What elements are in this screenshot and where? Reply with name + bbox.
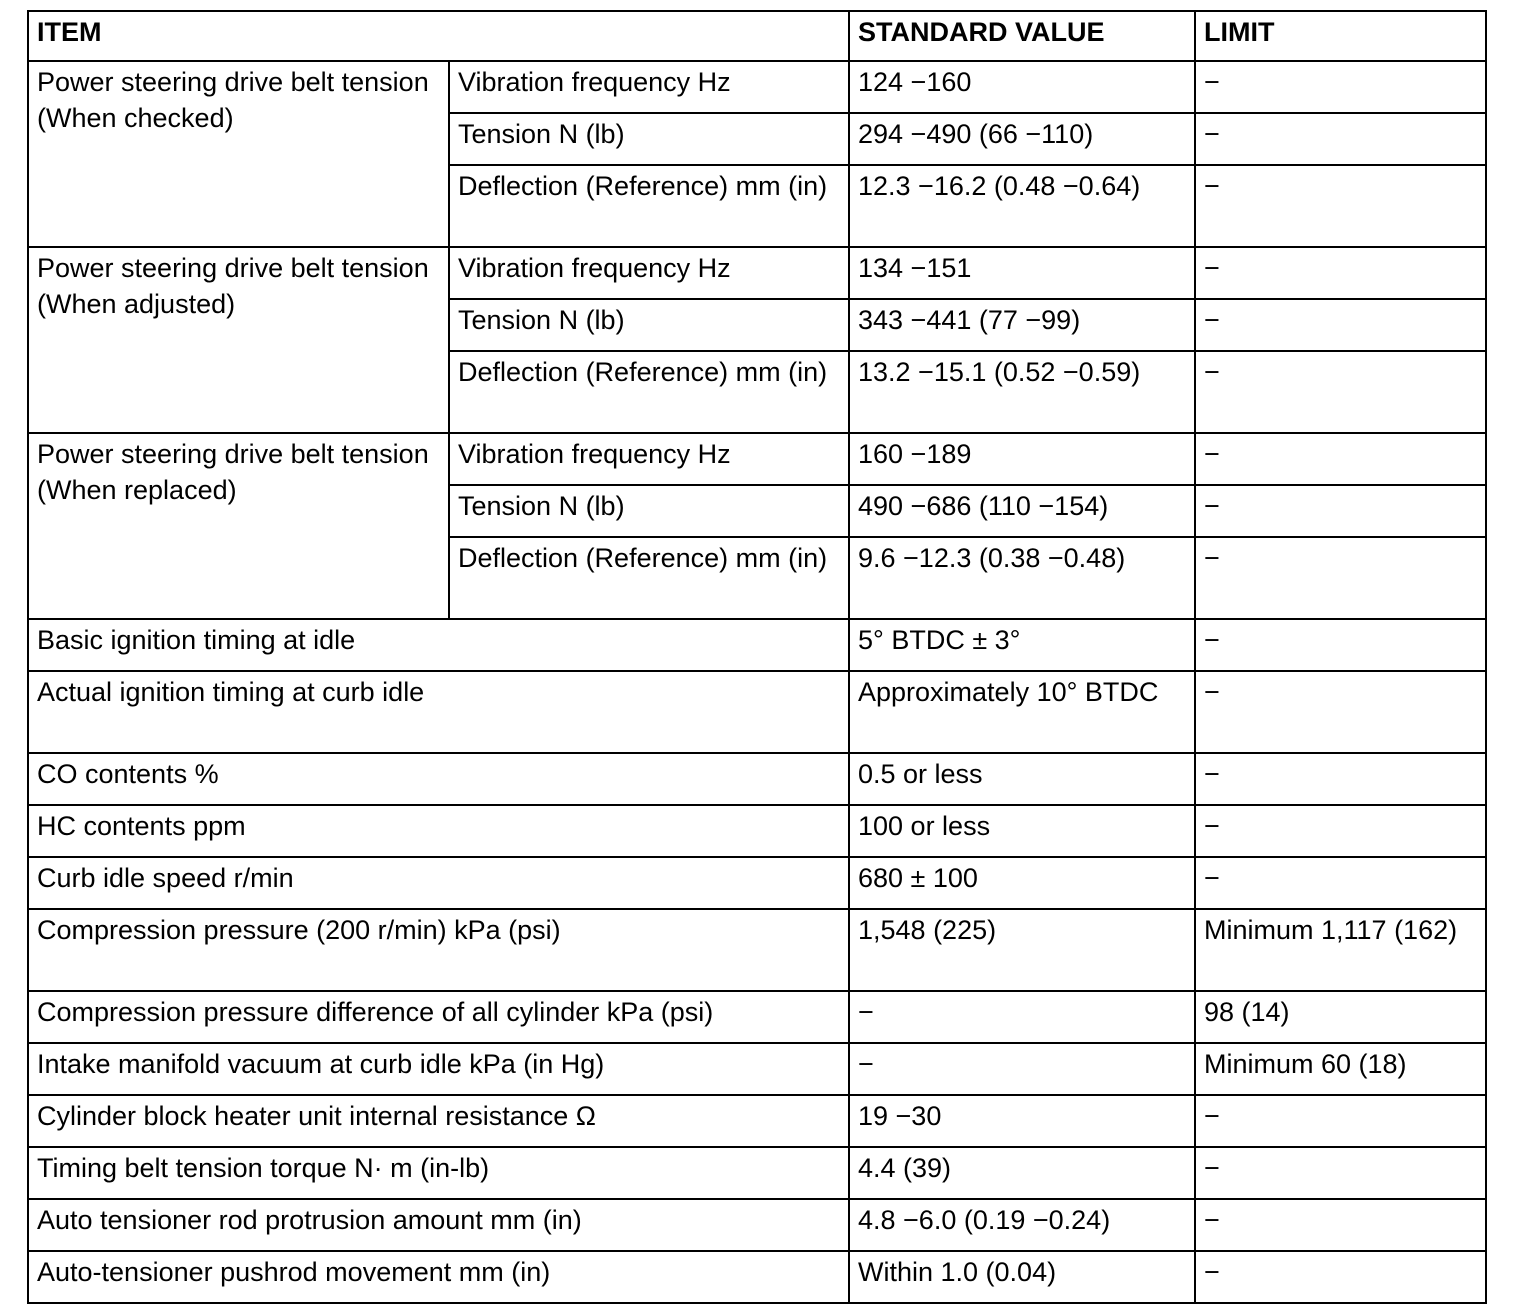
item-cell: Actual ignition timing at curb idle	[28, 671, 849, 753]
limit-cell: −	[1195, 299, 1486, 351]
limit-cell: −	[1195, 1147, 1486, 1199]
item-cell: Auto-tensioner pushrod movement mm (in)	[28, 1251, 849, 1303]
limit-cell: −	[1195, 753, 1486, 805]
standard-value-cell: 1,548 (225)	[849, 909, 1195, 991]
standard-value-cell: 4.4 (39)	[849, 1147, 1195, 1199]
sub-item-cell: Tension N (lb)	[449, 113, 849, 165]
standard-value-cell: 5° BTDC ± 3°	[849, 619, 1195, 671]
standard-value-cell: 9.6 −12.3 (0.38 −0.48)	[849, 537, 1195, 619]
table-row	[28, 1147, 1486, 1199]
header-standard-value: STANDARD VALUE	[849, 11, 1195, 61]
limit-cell: −	[1195, 351, 1486, 433]
table-row	[28, 805, 1486, 857]
spec-table	[27, 10, 1487, 1304]
header-row	[28, 11, 1486, 61]
item-cell: Timing belt tension torque N· m (in-lb)	[28, 1147, 849, 1199]
item-cell: Intake manifold vacuum at curb idle kPa (in Hg)	[28, 1043, 849, 1095]
table-row	[28, 857, 1486, 909]
table-row	[28, 61, 1486, 113]
standard-value-cell: 294 −490 (66 −110)	[849, 113, 1195, 165]
table-row	[28, 619, 1486, 671]
standard-value-cell: 12.3 −16.2 (0.48 −0.64)	[849, 165, 1195, 247]
table-row	[28, 1199, 1486, 1251]
item-cell: Cylinder block heater unit internal resistance Ω	[28, 1095, 849, 1147]
limit-cell: Minimum 1,117 (162)	[1195, 909, 1486, 991]
standard-value-cell: 134 −151	[849, 247, 1195, 299]
limit-cell: −	[1195, 857, 1486, 909]
item-cell: Basic ignition timing at idle	[28, 619, 849, 671]
table-row	[28, 1043, 1486, 1095]
standard-value-cell: 13.2 −15.1 (0.52 −0.59)	[849, 351, 1195, 433]
limit-cell: −	[1195, 165, 1486, 247]
header-limit: LIMIT	[1195, 11, 1486, 61]
group-item-cell: Power steering drive belt tension (When adjusted)	[28, 247, 449, 433]
standard-value-cell: −	[849, 991, 1195, 1043]
table-row	[28, 671, 1486, 753]
sub-item-cell: Deflection (Reference) mm (in)	[449, 537, 849, 619]
limit-cell: −	[1195, 113, 1486, 165]
item-cell: Compression pressure difference of all cylinder kPa (psi)	[28, 991, 849, 1043]
standard-value-cell: Within 1.0 (0.04)	[849, 1251, 1195, 1303]
item-cell: Curb idle speed r/min	[28, 857, 849, 909]
table-row	[28, 433, 1486, 485]
limit-cell: −	[1195, 1199, 1486, 1251]
limit-cell: −	[1195, 433, 1486, 485]
table-row	[28, 247, 1486, 299]
table-row	[28, 991, 1486, 1043]
header-item: ITEM	[28, 11, 849, 61]
limit-cell: −	[1195, 61, 1486, 113]
limit-cell: −	[1195, 805, 1486, 857]
item-cell: CO contents %	[28, 753, 849, 805]
standard-value-cell: 490 −686 (110 −154)	[849, 485, 1195, 537]
group-item-cell: Power steering drive belt tension (When replaced)	[28, 433, 449, 619]
sub-item-cell: Vibration frequency Hz	[449, 433, 849, 485]
table-row	[28, 1251, 1486, 1303]
sub-item-cell: Tension N (lb)	[449, 299, 849, 351]
standard-value-cell: 680 ± 100	[849, 857, 1195, 909]
standard-value-cell: Approximately 10° BTDC	[849, 671, 1195, 753]
group-item-cell: Power steering drive belt tension (When checked)	[28, 61, 449, 247]
table-row	[28, 753, 1486, 805]
limit-cell: −	[1195, 247, 1486, 299]
standard-value-cell: 100 or less	[849, 805, 1195, 857]
limit-cell: 98 (14)	[1195, 991, 1486, 1043]
standard-value-cell: −	[849, 1043, 1195, 1095]
sub-item-cell: Deflection (Reference) mm (in)	[449, 165, 849, 247]
limit-cell: Minimum 60 (18)	[1195, 1043, 1486, 1095]
standard-value-cell: 343 −441 (77 −99)	[849, 299, 1195, 351]
sub-item-cell: Vibration frequency Hz	[449, 247, 849, 299]
item-cell: Compression pressure (200 r/min) kPa (psi)	[28, 909, 849, 991]
standard-value-cell: 0.5 or less	[849, 753, 1195, 805]
standard-value-cell: 124 −160	[849, 61, 1195, 113]
limit-cell: −	[1195, 1095, 1486, 1147]
standard-value-cell: 19 −30	[849, 1095, 1195, 1147]
limit-cell: −	[1195, 619, 1486, 671]
limit-cell: −	[1195, 1251, 1486, 1303]
item-cell: HC contents ppm	[28, 805, 849, 857]
limit-cell: −	[1195, 537, 1486, 619]
table-row	[28, 1095, 1486, 1147]
sub-item-cell: Vibration frequency Hz	[449, 61, 849, 113]
standard-value-cell: 4.8 −6.0 (0.19 −0.24)	[849, 1199, 1195, 1251]
sub-item-cell: Tension N (lb)	[449, 485, 849, 537]
limit-cell: −	[1195, 671, 1486, 753]
item-cell: Auto tensioner rod protrusion amount mm (in)	[28, 1199, 849, 1251]
sub-item-cell: Deflection (Reference) mm (in)	[449, 351, 849, 433]
limit-cell: −	[1195, 485, 1486, 537]
standard-value-cell: 160 −189	[849, 433, 1195, 485]
table-row	[28, 909, 1486, 991]
